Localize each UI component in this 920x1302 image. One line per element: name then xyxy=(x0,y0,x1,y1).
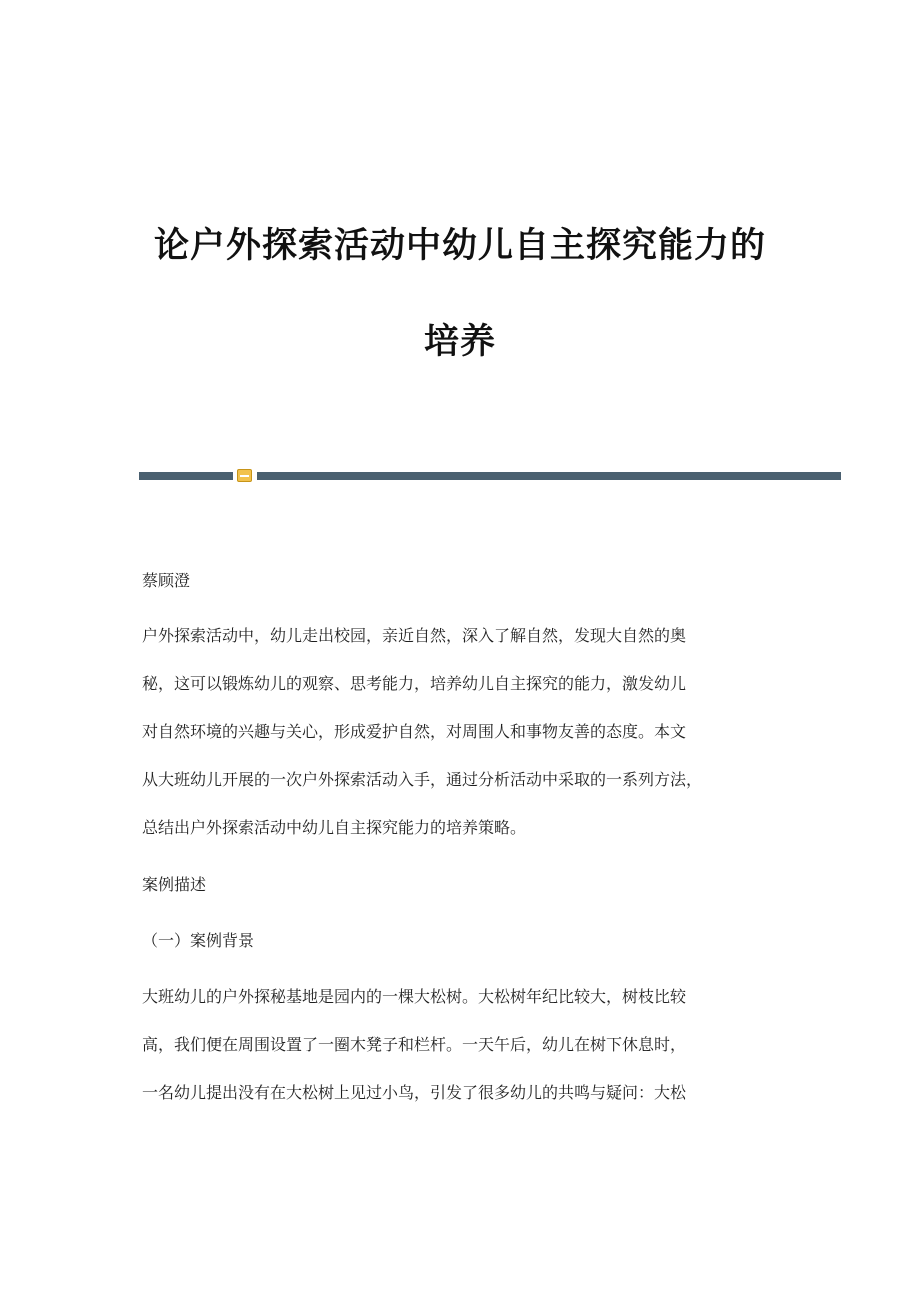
section-heading: 案例描述 xyxy=(142,875,207,894)
document-title-line-2: 培养 xyxy=(423,321,496,362)
abstract-line: 总结出户外探索活动中幼儿自主探究能力的培养策略。 xyxy=(142,818,527,837)
divider-bar-left xyxy=(139,472,233,480)
abstract-line: 从大班幼儿开展的一次户外探索活动入手，通过分析活动中采取的一系列方法， xyxy=(142,770,703,789)
envelope-ornament-icon xyxy=(237,469,252,482)
body-line: 大班幼儿的户外探秘基地是园内的一棵大松树。大松树年纪比较大，树枝比较 xyxy=(142,987,687,1006)
divider-bar-right xyxy=(257,472,841,480)
abstract-line: 户外探索活动中，幼儿走出校园，亲近自然，深入了解自然，发现大自然的奥 xyxy=(142,626,687,645)
abstract-line: 秘，这可以锻炼幼儿的观察、思考能力，培养幼儿自主探究的能力，激发幼儿 xyxy=(142,674,687,693)
abstract-line: 对自然环境的兴趣与关心，形成爱护自然，对周围人和事物友善的态度。本文 xyxy=(142,722,687,741)
body-line: 高，我们便在周围设置了一圈木凳子和栏杆。一天午后，幼儿在树下休息时， xyxy=(142,1035,687,1054)
title-divider xyxy=(139,467,841,483)
body-line: 一名幼儿提出没有在大松树上见过小鸟，引发了很多幼儿的共鸣与疑问：大松 xyxy=(142,1083,687,1102)
document-title-line-1: 论户外探索活动中幼儿自主探究能力的 xyxy=(153,225,766,266)
author-name: 蔡顾澄 xyxy=(142,571,191,590)
subsection-heading: （一）案例背景 xyxy=(142,931,255,950)
